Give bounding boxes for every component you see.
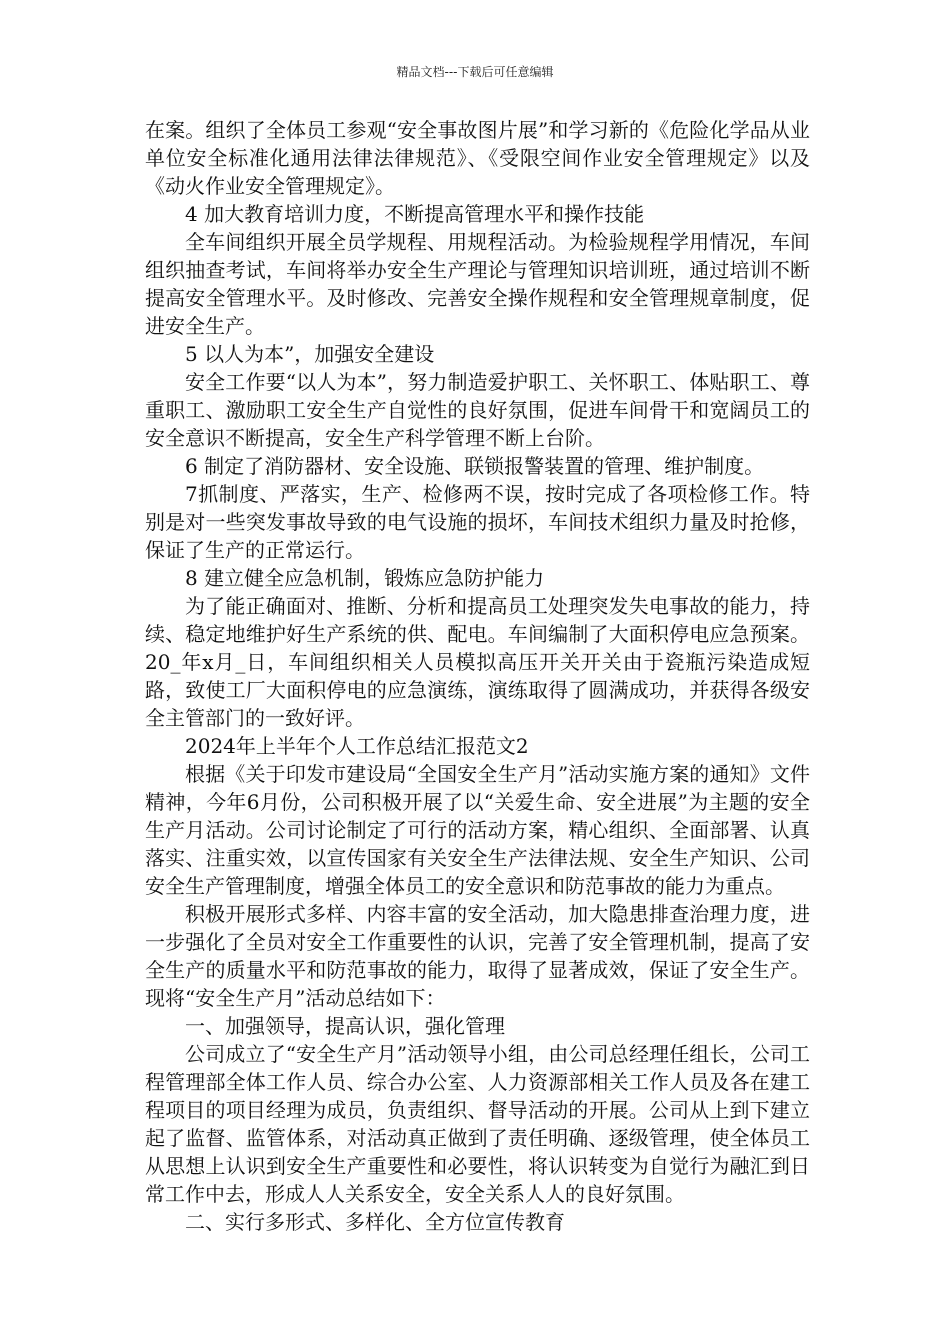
paragraph: 积极开展形式多样、内容丰富的安全活动，加大隐患排查治理力度，进一步强化了全员对安全工作重要性的认识，完善了安全管理机制，提高了安全生产的质量水平和防范事故的能力，取得了显著成效，保证了安全生产。现将“安全生产月”活动总结如下：: [145, 902, 810, 1010]
section-heading-8: 8 建立健全应急机制，锻炼应急防护能力: [185, 566, 545, 590]
section-heading-5: 5 以人为本”，加强安全建设: [185, 342, 435, 366]
paragraph: 根据《关于印发市建设局“全国安全生产月”活动实施方案的通知》文件精神，今年6月份，公司积极开展了以“关爱生命、安全进展”为主题的安全生产月活动。公司讨论制定了可行的活动方案，精心组织、全面部署、认真落实、注重实效，以宣传国家有关安全生产法律法规、安全生产知识、公司安全生产管理制度，增强全体员工的安全意识和防范事故的能力为重点。: [145, 762, 810, 898]
paragraph: 为了能正确面对、推断、分析和提高员工处理突发失电事故的能力，持续、稳定地维护好生产系统的供、配电。车间编制了大面积停电应急预案。20_年x月_日，车间组织相关人员模拟高压开关开关由于瓷瓶污染造成短路，致使工厂大面积停电的应急演练，演练取得了圆满成功，并获得各级安全主管部门的一致好评。: [145, 594, 810, 730]
paragraph: 7抓制度、严落实，生产、检修两不误，按时完成了各项检修工作。特别是对一些突发事故导致的电气设施的损坏，车间技术组织力量及时抢修，保证了生产的正常运行。: [145, 482, 810, 562]
section-heading-6: 6 制定了消防器材、安全设施、联锁报警装置的管理、维护制度。: [185, 454, 765, 478]
page-header: 精品文档---下载后可任意编辑: [396, 65, 554, 79]
section-heading-1: 一、加强领导，提高认识，强化管理: [185, 1014, 505, 1038]
section-heading-4: 4 加大教育培训力度，不断提高管理水平和操作技能: [185, 202, 645, 226]
section-heading-2: 二、实行多形式、多样化、全方位宣传教育: [185, 1210, 565, 1234]
article-title: 2024年上半年个人工作总结汇报范文2: [185, 734, 529, 758]
paragraph: 在案。组织了全体员工参观“安全事故图片展”和学习新的《危险化学品从业单位安全标准化通用法律法律规范》、《受限空间作业安全管理规定》以及《动火作业安全管理规定》。: [145, 118, 810, 198]
paragraph: 全车间组织开展全员学规程、用规程活动。为检验规程学用情况，车间组织抽查考试，车间将举办安全生产理论与管理知识培训班，通过培训不断提高安全管理水平。及时修改、完善安全操作规程和安全管理规章制度，促进安全生产。: [145, 230, 810, 338]
paragraph: 安全工作要“以人为本”，努力制造爱护职工、关怀职工、体贴职工、尊重职工、激励职工安全生产自觉性的良好氛围，促进车间骨干和宽阔员工的安全意识不断提高，安全生产科学管理不断上台阶。: [145, 370, 810, 450]
document-body: [145, 116, 810, 1236]
paragraph: 公司成立了“安全生产月”活动领导小组，由公司总经理任组长，公司工程管理部全体工作人员、综合办公室、人力资源部相关工作人员及各在建工程项目的项目经理为成员，负责组织、督导活动的开展。公司从上到下建立起了监督、监管体系，对活动真正做到了责任明确、逐级管理，使全体员工从思想上认识到安全生产重要性和必要性，将认识转变为自觉行为融汇到日常工作中去，形成人人关系安全，安全关系人人的良好氛围。: [145, 1042, 810, 1206]
